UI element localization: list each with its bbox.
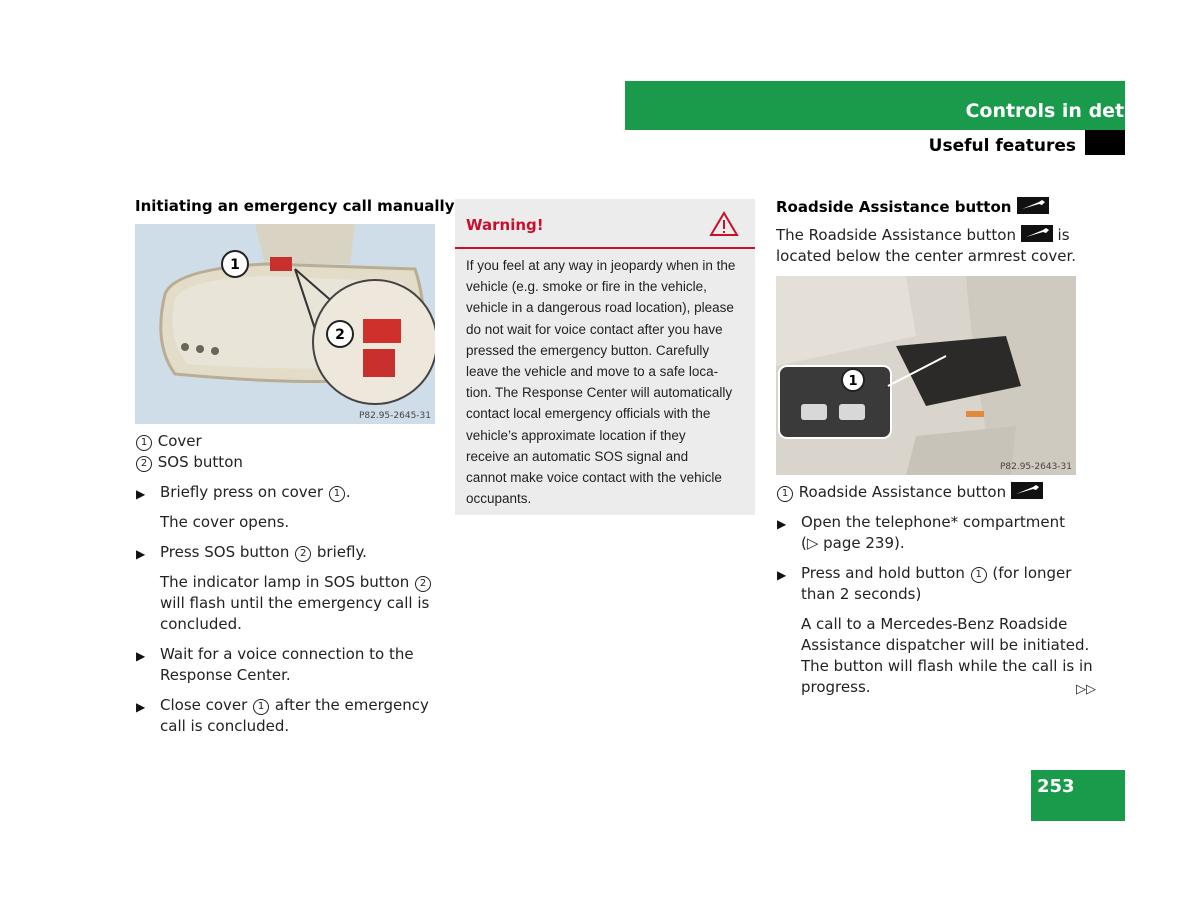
intro-text: The Roadside Assistance button	[776, 226, 1016, 244]
legend-label: Cover	[157, 432, 202, 450]
bullet-icon: ▶	[777, 568, 787, 582]
step-3: Wait for a voice connection to the	[160, 645, 414, 663]
callout-number: 1	[971, 567, 987, 583]
callout-number: 2	[136, 456, 152, 472]
warning-line: tion. The Response Center will automatically	[466, 385, 733, 401]
callout-number: 1	[329, 486, 345, 502]
step-text: briefly.	[316, 543, 367, 561]
warning-triangle-icon	[709, 211, 739, 237]
step-1-result: The cover opens.	[160, 513, 290, 531]
step-2-result-line: will flash until the emergency call is	[160, 594, 430, 612]
result-line: progress.	[801, 678, 871, 696]
step-2	[160, 542, 367, 563]
bullet-icon: ▶	[136, 547, 146, 561]
warning-line: do not wait for voice contact after you have	[466, 321, 723, 337]
left-heading: Initiating an emergency call manually	[135, 197, 455, 215]
image-caption: P82.95-2643-31	[999, 462, 1072, 472]
legend-label: Roadside Assistance button	[798, 483, 1007, 501]
wrench-icon	[1021, 225, 1053, 242]
step-text: after the emergency	[274, 696, 429, 714]
callout-number: 1	[136, 435, 152, 451]
legend-item	[135, 452, 243, 473]
bullet-icon: ▶	[136, 649, 146, 663]
section-subtitle: Useful features	[928, 136, 1076, 156]
image-caption: P82.95-2645-31	[358, 411, 431, 421]
warning-line: vehicle in a dangerous road location), please	[466, 300, 734, 316]
intro-line	[776, 225, 1070, 246]
warning-line: contact local emergency officials with the	[466, 406, 711, 422]
legend-item	[776, 482, 1043, 503]
continue-icon: ▷▷	[1076, 682, 1096, 697]
bullet-icon: ▶	[136, 487, 146, 501]
svg-text:2: 2	[335, 327, 345, 343]
svg-text:1: 1	[848, 374, 858, 389]
warning-line: receive an automatic SOS signal and	[466, 448, 689, 464]
bullet-icon: ▶	[136, 700, 146, 714]
step-text: Close cover	[160, 696, 248, 714]
callout-number: 1	[253, 699, 269, 715]
step-text: (for longer	[992, 564, 1072, 582]
warning-title: Warning!	[466, 216, 544, 234]
svg-text:1: 1	[230, 257, 240, 273]
callout-number: 2	[295, 546, 311, 562]
result-line: Assistance dispatcher will be initiated.	[801, 636, 1090, 654]
warning-line: vehicle’s approximate location if they	[466, 427, 686, 443]
warning-line: cannot make voice contact with the vehicle	[466, 470, 722, 486]
armrest-photo	[776, 276, 1076, 475]
step-3-line: Response Center.	[160, 666, 291, 684]
step-text: Briefly press on cover	[160, 483, 324, 501]
step-text: The indicator lamp in SOS button	[160, 573, 410, 591]
section-title: Controls in detail	[965, 100, 1150, 122]
step-2-result	[160, 572, 432, 593]
header-marker	[1085, 130, 1125, 155]
right-step-1: Open the telephone* compartment	[801, 513, 1065, 531]
page-number: 253	[1037, 776, 1075, 797]
warning-line: occupants.	[466, 491, 532, 507]
intro-text: is	[1057, 226, 1070, 244]
warning-divider	[455, 247, 755, 249]
step-1	[160, 482, 351, 503]
bullet-icon: ▶	[777, 517, 787, 531]
heading-text: Roadside Assistance button	[776, 198, 1012, 216]
legend-label: SOS button	[157, 453, 243, 471]
warning-line: pressed the emergency button. Carefully	[466, 342, 710, 358]
step-2-result-line: concluded.	[160, 615, 242, 633]
step-text: .	[345, 483, 351, 501]
right-step-2	[801, 563, 1071, 584]
mirror-illustration	[135, 224, 435, 424]
result-line: The button will flash while the call is in	[801, 657, 1093, 675]
warning-line: If you feel at any way in jeopardy when in the	[466, 258, 736, 273]
right-heading	[776, 197, 1049, 216]
warning-line: vehicle (e.g. smoke or fire in the vehicle,	[466, 279, 707, 295]
warning-box	[455, 199, 755, 515]
callout-number: 1	[777, 486, 793, 502]
armrest-drawing	[776, 276, 1076, 475]
wrench-icon	[1017, 197, 1049, 214]
step-4-line: call is concluded.	[160, 717, 290, 735]
step-text: Press and hold button	[801, 564, 965, 582]
intro-line: located below the center armrest cover.	[776, 247, 1077, 265]
legend-item	[135, 431, 202, 452]
wrench-icon	[1011, 482, 1043, 499]
warning-text	[466, 255, 748, 509]
step-4	[160, 695, 429, 716]
mirror-drawing	[135, 224, 435, 424]
right-step-2-line: than 2 seconds)	[801, 585, 922, 603]
result-line: A call to a Mercedes-Benz Roadside	[801, 615, 1068, 633]
warning-line: leave the vehicle and move to a safe loca-	[466, 364, 719, 380]
step-text: Press SOS button	[160, 543, 290, 561]
callout-number: 2	[415, 576, 431, 592]
page-reference[interactable]: (▷ page 239).	[801, 534, 905, 552]
